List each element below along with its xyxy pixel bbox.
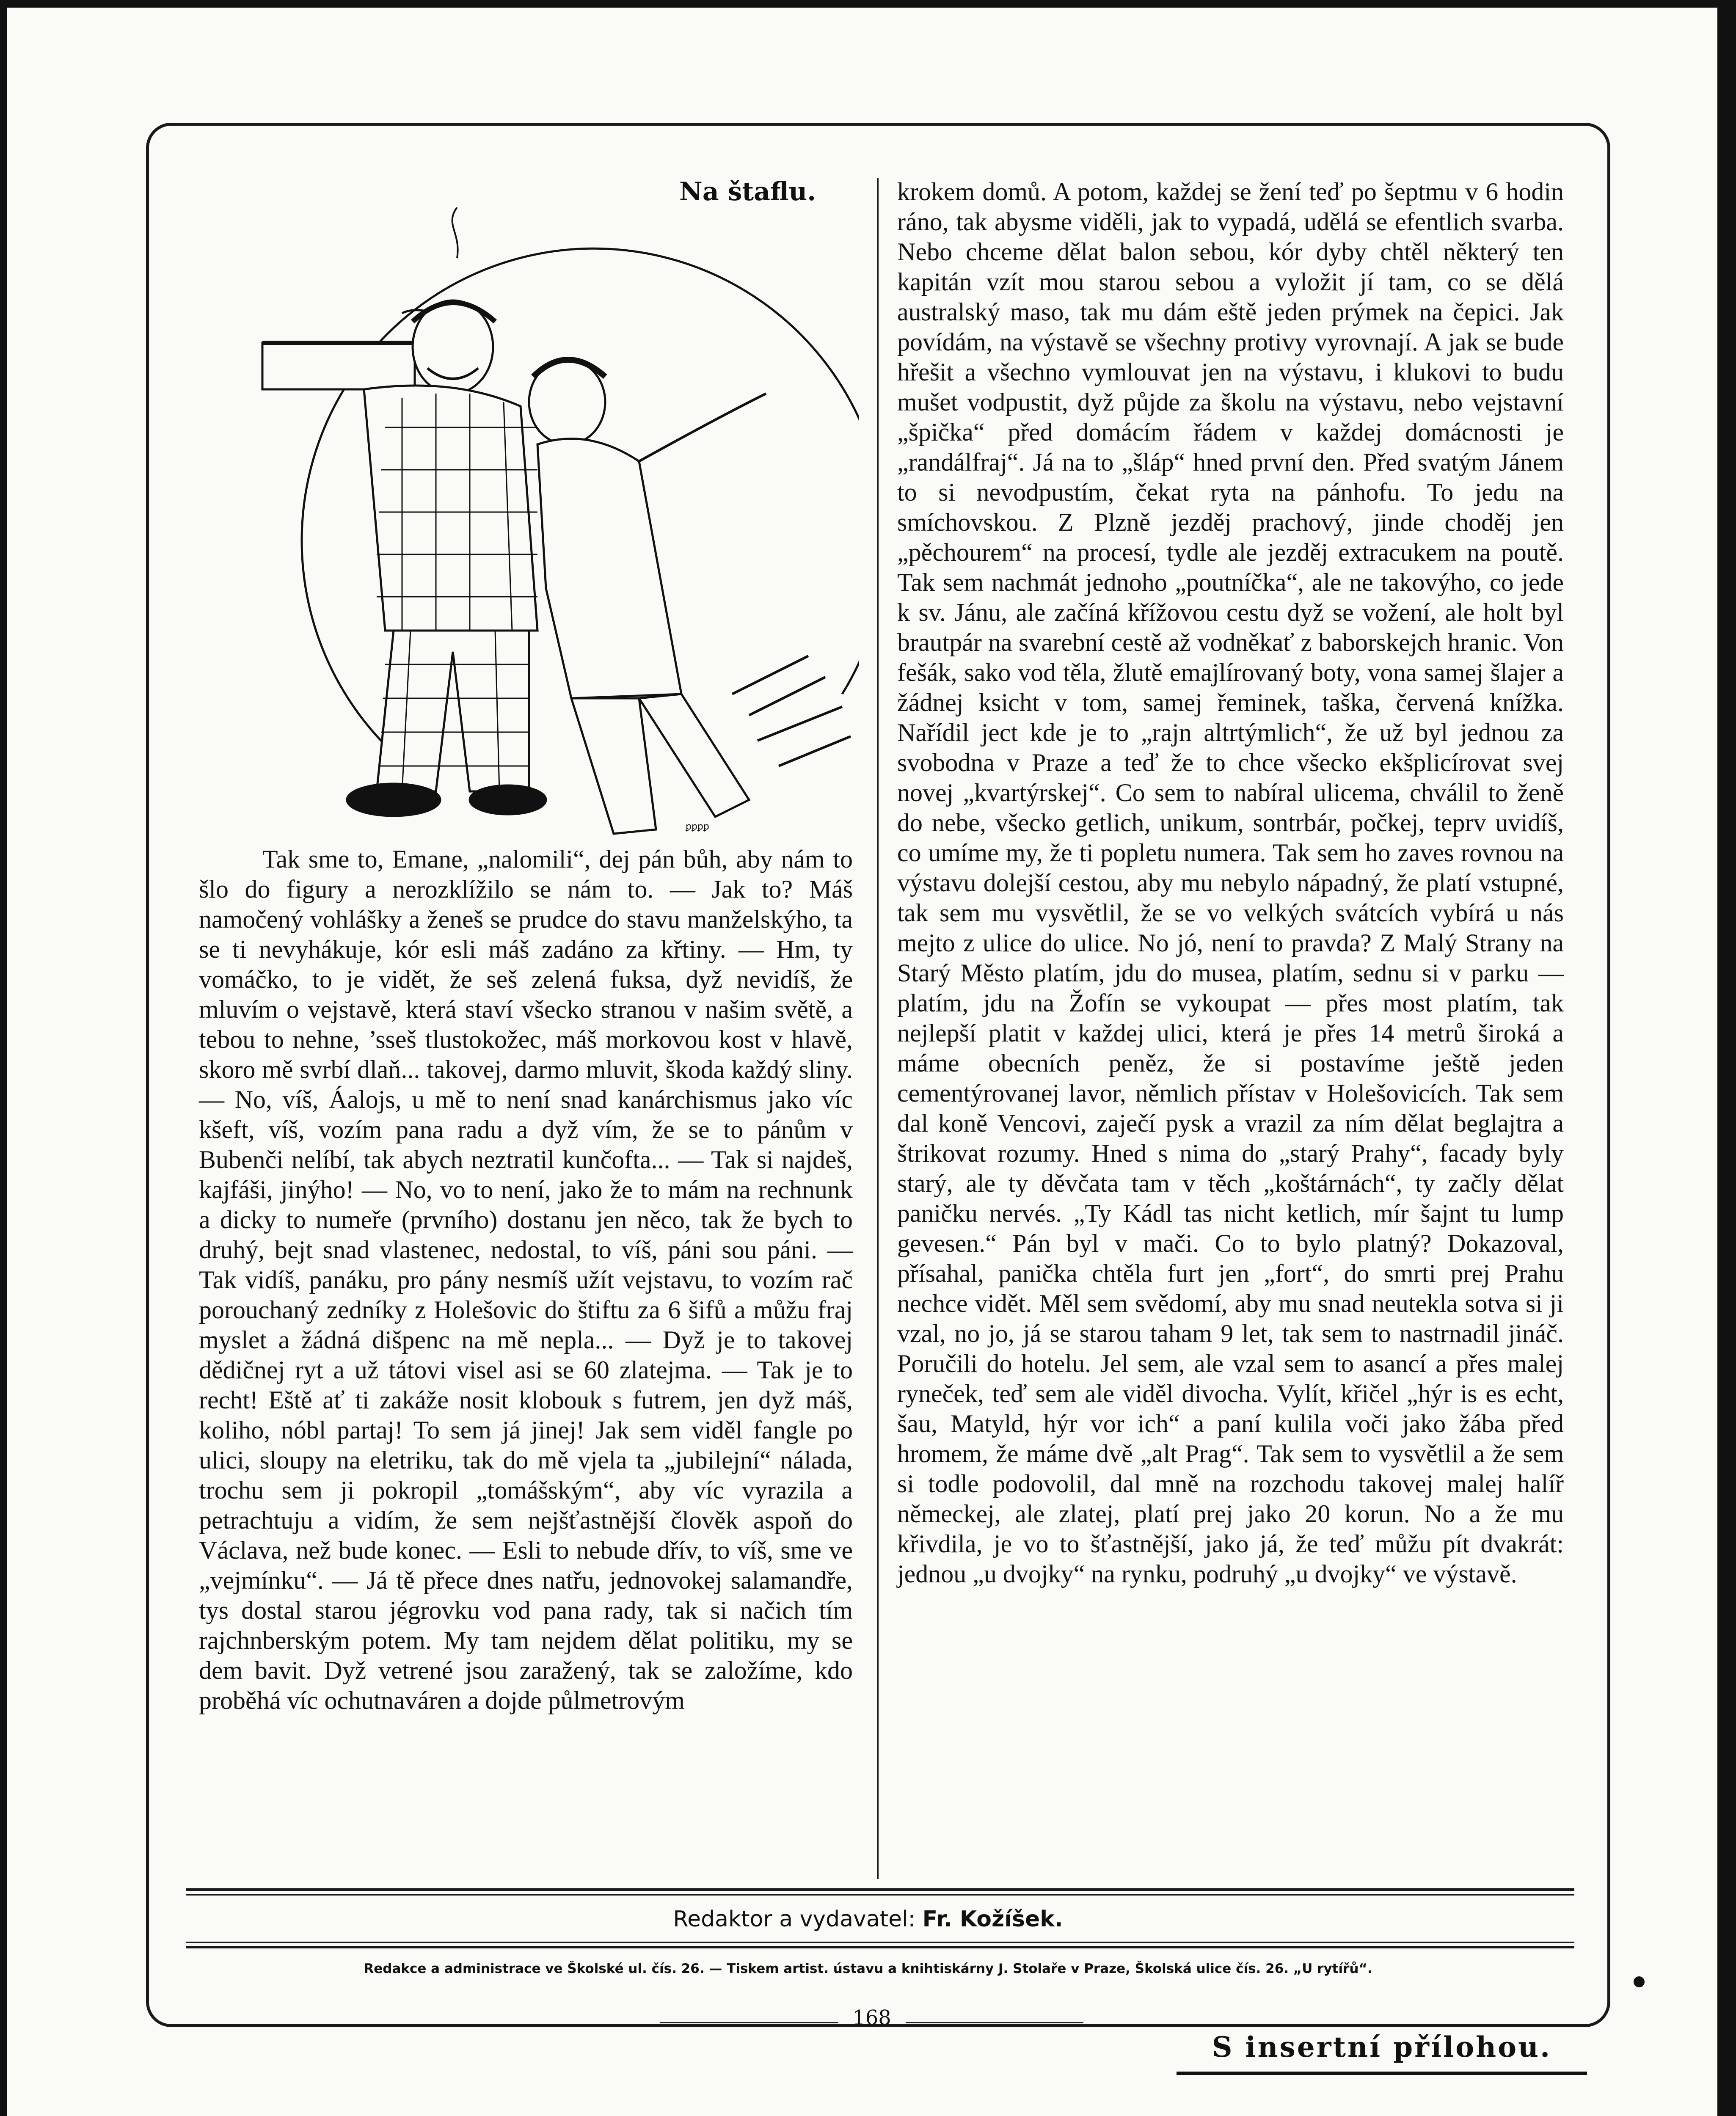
article-column-right <box>897 177 1564 1589</box>
illustration-two-men <box>165 207 859 842</box>
article-heading: Na štaflu. <box>679 177 816 207</box>
supplement-rule <box>1177 2072 1587 2075</box>
ink-dot <box>1634 1976 1645 1987</box>
scan-border-right <box>1717 0 1736 2116</box>
article-paragraph: krokem domů. A potom, každej se žení teď po šeptmu v 6 hodin ráno, tak abysme viděli, jak to vypadá, udělá se efentlich svarba. Nebo chceme dělat balon sebou, kór dyby chtěl některý ten kapitán vzít mou starou sebou a vyložit jí tam, co se dělá australský maso, tak mu dám eště jeden prýmek na čepici. Jak povídám, na výstavě se všechny protivy vyrovnají. A jak se bude hřešit a všechno vymlouvat jen na výstavu, i klukovi to budu mušet vodpustit, dyž půjde za školu na výstavu, nebo vejstavní „špička“ před domácím řádem v každej domácnosti je „randálfraj“. Já na to „šláp“ hned první den. Před svatým Jánem to si nevodpustím, čekat ryta na pánhofu. To jedu na smíchovskou. Z Plzně jezděj prachový, jinde choděj jen „pěchourem“ na procesí, tydle ale jezděj extracukem na poutě. Tak sem nachmát jednoho „poutníčka“, ale ne takovýho, co jede k sv. Jánu, ale začíná křížovou cestu dyž se vožení, ale holt byl brautpár na svarební cestě až vodněkať z baborskejch hranic. Von fešák, sako vod těla, žlutě emajlírovaný boty, vona samej šlajer a žádnej ksicht v tom, samej řeminek, taška, červená knížka. Nařídil ject kde je to „rajn altrtýmlich“, že už byl jednou za svobodna v Praze a teď že to chce všecko ekšplicírovat svej novej „kvartýrskej“. Co sem to nabíral ulicema, chválil to ženě do nebe, všecko getlich, unikum, sontrbár, počkej, teprv uvidíš, co umíme my, že ti popletu numera. Tak sem ho zaves rovnou na výstavu dolejší cestou, aby mu nebylo nápadný, že platí vstupné, tak sem mu vysvětlil, že se vo velkých svátcích vybírá u nás mejto z ulice do ulice. No jó, není to pravda? Z Malý Strany na Starý Město platím, jdu do musea, platím, sednu si v parku — platím, jdu na Žofín se vykoupat — přes most platím, tak nejlepší platit v každej ulici, která je přes 14 metrů široká a máme obecních peněz, že si postavíme ještě jeden cementýrovanej lavor, němlich přístav v Holešovicích. Tak sem dal koně Vencovi, zaječí pysk a vrazil za ním dělat beglajtra a štrikovat rozumy. Hned s nima do „starý Prahy“, facady byly starý, ale ty děvčata tam v těch „koštárnách“, ty začly dělat paničku nervés. „Ty Kádl tas nicht ketlich, mír šajnt tu lump gevesen.“ Pán byl v mači. Co to bylo platný? Dokazoval, přísahal, panička chtěla furt jen „fort“, do smrti prej Prahu nechce vidět. Měl sem svědomí, aby mu snad neutekla sotva si ji vzal, no jo, já se starou taham 9 let, tak sem to nastrnadil jináč. Poručili do hotelu. Jel sem, ale vzal sem to asancí a přes malej ryneček, teď sem ale viděl divocha. Vylít, křičel „hýr is es echt, šau, Matyld, hýr vor ich“ a paní kulila voči jako žába před hromem, že máme dvě „alt Prag“. Tak sem to vysvětlil a že sem si todle podovolil, dal mně na rozchodu takovej malej halíř německej, ale zlatej, platí prej jako 20 korun. No a že mu křivdila, je vo to šťastnější, jako já, že teď můžu pít dvakrát: jednou „u dvojky“ na rynku, podruhý „u dvojky“ ve výstavě. <box>897 178 1564 1588</box>
column-divider <box>877 178 879 1879</box>
footer-rule-bottom <box>186 1946 1574 1948</box>
article-paragraph: Tak sme to, Emane, „nalomili“, dej pán bůh, aby nám to šlo do figury a nerozklížilo se nám to. — Jak to? Máš namočený vohlášky a ženeš se prudce do stavu manželskýho, ta se ti nevyhákuje, kór esli máš zadáno za křtiny. — Hm, ty vomáčko, to je vidět, že seš zelená fuksa, dyž nevidíš, že mluvím o vejstavě, která staví všecko stranou v našim světě, a tebou to nehne, ’sseš tlustokožec, máš morkovou kost v hlavě, skoro mě svrbí dlaň... takovej, darmo mluvit, škoda každý sliny. — No, víš, Áalojs, u mě to není snad kanárchismus jako víc kšeft, víš, vozím pana radu a dyž vím, že se to pánům v Bubenči nelíbí, tak abych neztratil kunčofta... — Tak si najdeš, kajfáši, jinýho! — No, vo to není, jako že to mám na rechnunk a dicky to numeře (prvního) dostanu jen něco, tak že bych to druhý, bejt snad vlastenec, nedostal, to víš, páni sou páni. — Tak vidíš, panáku, pro pány nesmíš užít vejstavu, to vozím rač porouchaný zedníky z Holešovic do štiftu za 6 šifů a můžu fraj myslet a žádná dišpenc na mě nepla... — Dyž je to takovej dědičnej ryt a už tátovi visel asi se 60 zlatejma. — Tak je to recht! Eště ať ti zakáže nosit klobouk s futrem, jen dyž máš, koliho, nóbl partaj! To sem já jinej! Jak sem viděl fangle po ulici, sloupy na eletriku, tak do mě vjela ta „jubilejní“ nálada, trochu sem ji pokropil „tomášským“, aby víc vyrazila a petrachtuju a vidím, že sem nejšťastnější člověk aspoň do Václava, než bude konec. — Esli to nebude dřív, to víš, sme ve „vejmínku“. — Já tě přece dnes natřu, jednovokej salamandře, tys dostal starou jégrovku vod pana rady, tak si načich tím rajchnberským potem. My tam nejdem dělat politiku, my se dem bavit. Dyž vetrené jsou zaražený, tak se založíme, kdo proběhá víc ochutnaváren a dojde půlmetrovým <box>199 845 853 1714</box>
page-number: 168 <box>852 2006 891 2030</box>
footer-rule-top-thin <box>186 1894 1574 1896</box>
editor-name: Fr. Kožíšek. <box>922 1907 1063 1932</box>
illustration-signature: ꝑꝑꝑꝑ <box>686 821 709 832</box>
footer-rule-bottom-thin <box>186 1942 1574 1943</box>
editor-line <box>0 1907 1736 1932</box>
scan-border-left <box>0 0 7 2116</box>
scan-border-top <box>0 0 1736 8</box>
imprint-line: Redakce a administrace ve Školské ul. čís. 26. — Tiskem artist. ústavu a knihtiskárny J. Stolaře v Praze, Školská ulice čís. 26. „U rytířů“. <box>364 1961 1372 1976</box>
page-number-area <box>660 2006 1083 2040</box>
footer-rule-top <box>186 1888 1574 1891</box>
article-column-left <box>199 844 853 1716</box>
editor-label: Redaktor a vydavatel: <box>673 1907 923 1932</box>
supplement-notice: S insertní přílohou. <box>1212 2031 1552 2064</box>
